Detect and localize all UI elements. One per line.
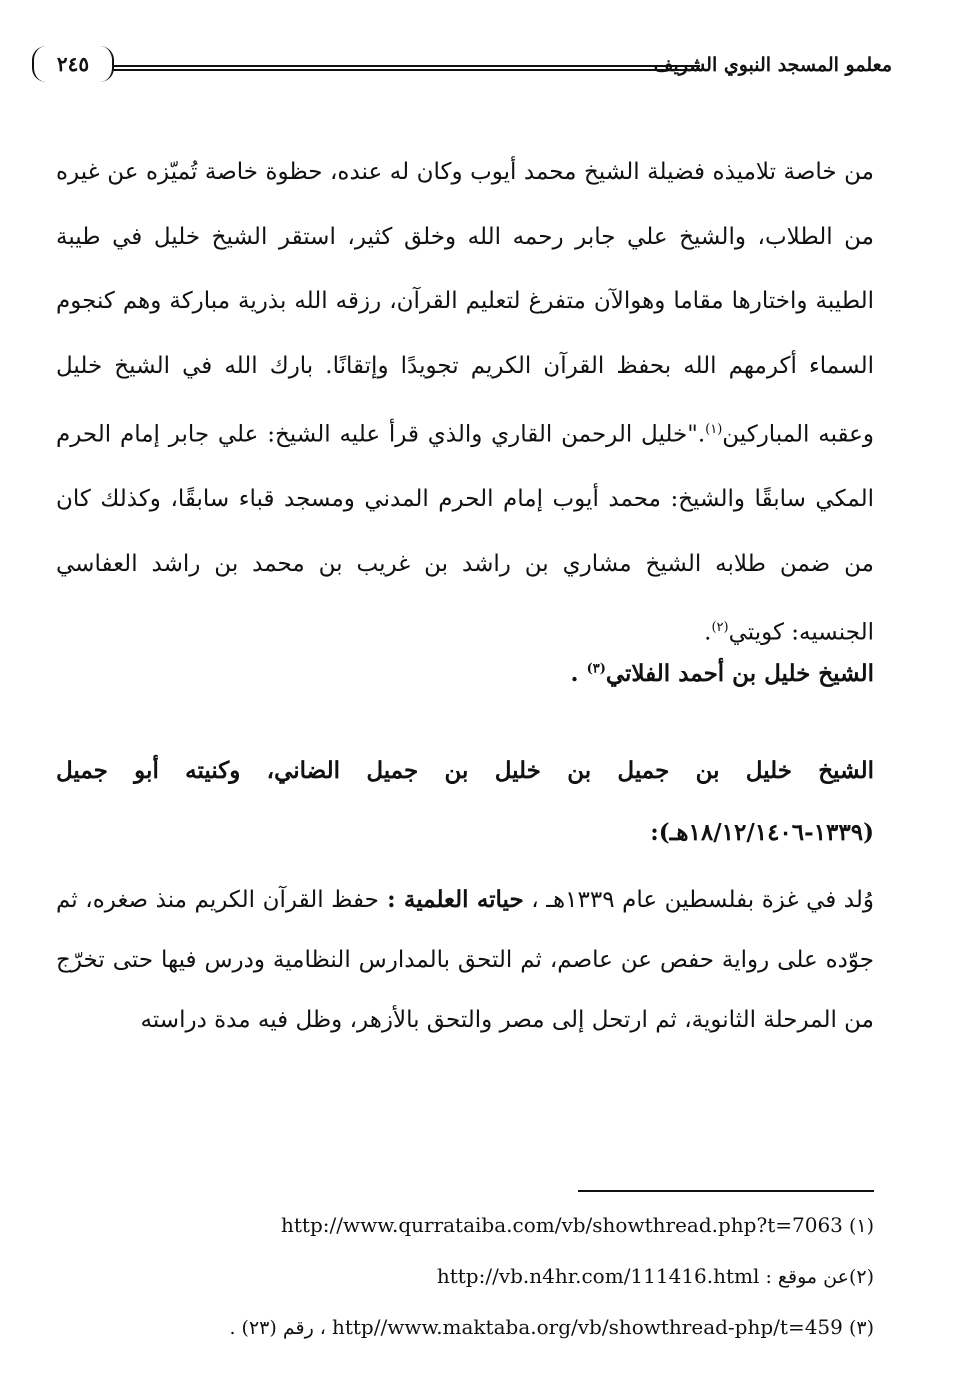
- paragraph-2-start: وُلد في غزة بفلسطين عام ١٣٣٩هـ ،: [523, 887, 874, 913]
- footnote-marker: (٢): [848, 1266, 874, 1288]
- footnote-url: http://vb.n4hr.com/111416.html: [436, 1264, 760, 1288]
- footnote-marker: (٣): [848, 1317, 874, 1339]
- footnote-suffix: ، رقم (٢٣) .: [229, 1317, 326, 1339]
- running-title: معلمو المسجد النبوي الشريف: [653, 54, 892, 76]
- biography-subheading: الشيخ خليل بن جميل بن خليل بن جميل الضاني، وكنيته أبو جميل (١٣٣٩-١٨/١٢/١٤٠٦هـ):: [56, 757, 874, 846]
- footnote-2: [56, 1256, 874, 1307]
- footnotes: [56, 1205, 874, 1358]
- footnote-url: http://www.qurrataiba.com/vb/showthread.php?t=7063: [281, 1213, 843, 1237]
- paragraph-1: [56, 140, 874, 665]
- section-heading-end: .: [570, 660, 587, 687]
- footnote-url: http//www.maktaba.org/vb/showthread-php/t=459: [331, 1315, 843, 1339]
- footnote-prefix: عن موقع :: [759, 1266, 849, 1288]
- paragraph-1-text: من خاصة تلاميذه فضيلة الشيخ محمد أيوب وكان له عنده، حظوة خاصة تُميّزه عن غيره من الطلاب، والشيخ علي جابر رحمه الله وخلق كثير، استقر الشيخ خليل في طيبة الطيبة واختارها مقاما وهوالآن متفرغ لتعليم القرآن، رزقه الله بذرية مباركة وهم كنجوم السماء أكرمهم الله بحفظ القرآن الكريم تجويدًا وإتقانًا. بارك الله في الشيخ خليل وعقبه المباركين: [56, 159, 874, 448]
- paragraph-2-rest: حفظ القرآن الكريم منذ صغره، ثم جوّده على رواية حفص عن عاصم، ثم التحق بالمدارس النظامية ودرس فيها حتى تخرّج من المرحلة الثانوية، ثم ارتحل إلى مصر والتحق بالأزهر، وظل فيه مدة دراسته: [56, 887, 874, 1033]
- running-header: [32, 40, 892, 90]
- footnote-3: [56, 1307, 874, 1358]
- footnote-ref-3: (٣): [586, 661, 606, 677]
- footnote-ref-2: (٢): [711, 620, 729, 636]
- page-number: ٢٤٥: [32, 46, 114, 82]
- section-heading: [56, 660, 874, 687]
- section-heading-text: الشيخ خليل بن أحمد الفلاتي: [605, 660, 874, 687]
- paragraph-1-continued: ."خليل الرحمن القاري والذي قرأ عليه الشيخ: علي جابر إمام الحرم المكي سابقًا والشيخ: محمد أيوب إمام الحرم المدني ومسجد قباء سابقًا، وكذلك كان من ضمن طلابه الشيخ مشاري بن راشد بن غريب بن محمد بن راشد العفاسي الجنسيه: كويتي: [56, 421, 874, 646]
- footnote-1: [56, 1205, 874, 1256]
- footnote-ref-1: (١): [705, 422, 723, 437]
- paragraph-2-bold-label: حياته العلمية :: [378, 886, 524, 913]
- paragraph-1-end: .: [704, 619, 712, 646]
- footnote-separator: [578, 1190, 874, 1192]
- header-rule: [112, 65, 700, 71]
- paragraph-2: [56, 870, 874, 1050]
- footnote-marker: (١): [848, 1215, 874, 1237]
